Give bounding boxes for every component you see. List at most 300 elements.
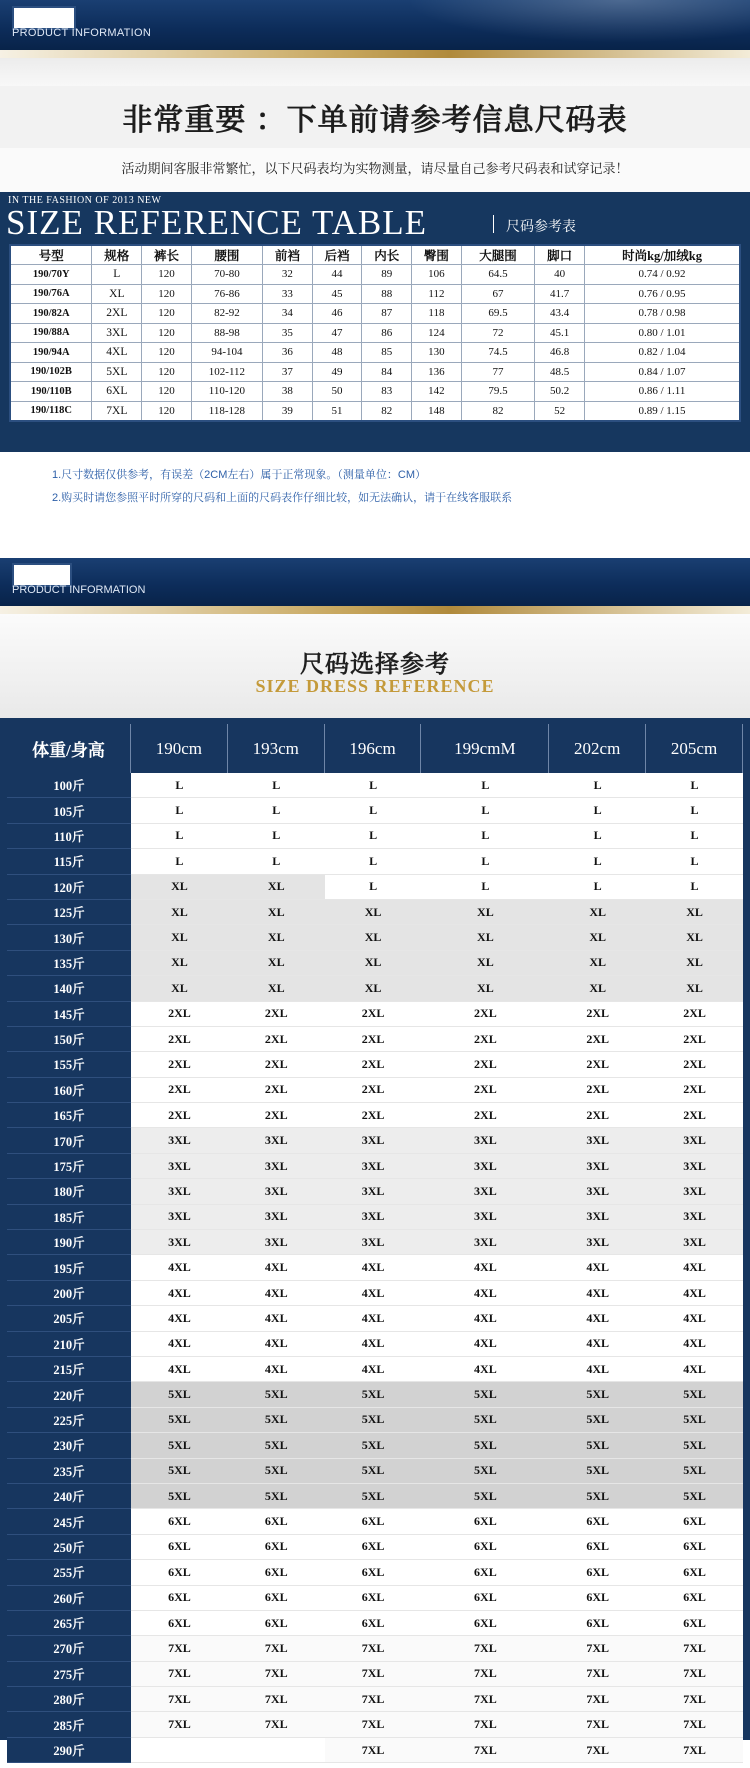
table-row (10, 382, 740, 402)
recommended-size-cell: 6XL (421, 1560, 549, 1585)
table-row (7, 1179, 743, 1204)
recommended-size-cell: XL (549, 900, 646, 925)
recommended-size-cell: 7XL (646, 1636, 743, 1661)
gold-divider (0, 50, 750, 58)
recommended-size-cell: 3XL (549, 1128, 646, 1153)
recommended-size-cell (228, 1738, 325, 1763)
weight-cell: 265斤 (7, 1611, 131, 1636)
weight-cell: 225斤 (7, 1408, 131, 1433)
recommended-size-cell: 6XL (421, 1535, 549, 1560)
gold-divider-2 (0, 606, 750, 614)
size-cell: 6XL (92, 382, 142, 402)
recommended-size-cell: 4XL (549, 1357, 646, 1382)
section2-banner (0, 558, 750, 606)
recommended-size-cell: 4XL (421, 1332, 549, 1357)
recommended-size-cell: 2XL (549, 1052, 646, 1077)
recommended-size-cell: XL (131, 951, 228, 976)
table-row (7, 1332, 743, 1357)
weight-cell: 155斤 (7, 1052, 131, 1077)
size-cell: 48.5 (535, 362, 585, 382)
size-cell: 48 (312, 343, 362, 363)
recommended-size-cell: XL (646, 925, 743, 950)
size-cell: 3XL (92, 323, 142, 343)
recommended-size-cell: 4XL (228, 1357, 325, 1382)
size-cell: 50 (312, 382, 362, 402)
recommended-size-cell: 5XL (549, 1484, 646, 1509)
size-cell: 110-120 (191, 382, 262, 402)
size-cell: 76-86 (191, 284, 262, 304)
weight-cell: 255斤 (7, 1560, 131, 1585)
recommended-size-cell: 2XL (228, 1052, 325, 1077)
table-row (7, 1611, 743, 1636)
size-cell: L (92, 265, 142, 285)
recommended-size-cell (131, 1738, 228, 1763)
size-table-header (0, 192, 750, 240)
table-row (10, 343, 740, 363)
recommended-size-cell: 6XL (131, 1535, 228, 1560)
recommended-size-cell: 7XL (131, 1687, 228, 1712)
recommended-size-cell: L (646, 849, 743, 874)
spacer (0, 58, 750, 86)
recommended-size-cell: 3XL (228, 1230, 325, 1255)
table-row (7, 1382, 743, 1407)
recommended-size-cell: XL (646, 900, 743, 925)
recommended-size-cell: XL (325, 976, 422, 1001)
table-row (7, 1586, 743, 1611)
height-header: 196cm (325, 724, 422, 773)
recommended-size-cell: 7XL (421, 1712, 549, 1737)
size-cell: 32 (263, 265, 313, 285)
recommended-size-cell: L (131, 824, 228, 849)
recommended-size-cell: 4XL (549, 1306, 646, 1331)
recommended-size-cell: L (325, 773, 422, 798)
size-cell: 94-104 (191, 343, 262, 363)
recommended-size-cell: XL (325, 925, 422, 950)
recommended-size-cell: 6XL (228, 1535, 325, 1560)
recommended-size-cell: 6XL (228, 1611, 325, 1636)
size-cell: 0.84 / 1.07 (585, 362, 740, 382)
recommended-size-cell: 4XL (646, 1332, 743, 1357)
recommended-size-cell: XL (646, 951, 743, 976)
recommended-size-cell: 6XL (131, 1586, 228, 1611)
recommended-size-cell: 4XL (131, 1281, 228, 1306)
recommended-size-cell: L (325, 798, 422, 823)
size-cell: 0.86 / 1.11 (585, 382, 740, 402)
table-row (7, 1484, 743, 1509)
recommended-size-cell: 4XL (131, 1357, 228, 1382)
recommended-size-cell: XL (549, 925, 646, 950)
size-col-header: 大腿围 (461, 245, 535, 265)
size-cell: 2XL (92, 304, 142, 324)
size-cell: 36 (263, 343, 313, 363)
size-cell: 120 (142, 401, 192, 421)
recommended-size-cell: XL (421, 976, 549, 1001)
recommended-size-cell: 6XL (549, 1586, 646, 1611)
recommended-size-cell: 5XL (646, 1459, 743, 1484)
recommended-size-cell: L (131, 849, 228, 874)
table-row (7, 1002, 743, 1027)
recommended-size-cell: 6XL (421, 1611, 549, 1636)
recommended-size-cell: 5XL (325, 1433, 422, 1458)
recommended-size-cell: 2XL (421, 1078, 549, 1103)
weight-cell: 240斤 (7, 1484, 131, 1509)
recommended-size-cell: 2XL (646, 1103, 743, 1128)
recommended-size-cell: 7XL (549, 1712, 646, 1737)
recommended-size-cell: 6XL (325, 1586, 422, 1611)
measurement-notes (0, 452, 750, 558)
recommended-size-cell: L (228, 773, 325, 798)
recommended-size-cell: 6XL (646, 1586, 743, 1611)
table-row (7, 1281, 743, 1306)
weight-cell: 105斤 (7, 798, 131, 823)
recommended-size-cell: XL (325, 951, 422, 976)
dress-reference-table (7, 724, 743, 1763)
recommended-size-cell: 5XL (228, 1459, 325, 1484)
recommended-size-cell: 7XL (325, 1712, 422, 1737)
recommended-size-cell: 3XL (228, 1179, 325, 1204)
size-cell: XL (92, 284, 142, 304)
recommended-size-cell: 7XL (325, 1662, 422, 1687)
size-cell: 87 (362, 304, 412, 324)
height-header: 205cm (646, 724, 743, 773)
recommended-size-cell: 3XL (421, 1154, 549, 1179)
recommended-size-cell: 2XL (646, 1002, 743, 1027)
recommended-size-cell: L (549, 798, 646, 823)
recommended-size-cell: 2XL (421, 1052, 549, 1077)
size-col-header: 裤长 (142, 245, 192, 265)
service-note: 活动期间客服非常繁忙，以下尺码表均为实物测量，请尽量自己参考尺码表和试穿记录！ (0, 148, 750, 192)
recommended-size-cell: L (549, 875, 646, 900)
size-cell: 51 (312, 401, 362, 421)
recommended-size-cell: 2XL (228, 1027, 325, 1052)
size-col-header: 规格 (92, 245, 142, 265)
size-cell: 67 (461, 284, 535, 304)
table-row (7, 1027, 743, 1052)
table-row (7, 1459, 743, 1484)
recommended-size-cell: 4XL (325, 1255, 422, 1280)
recommended-size-cell: L (646, 875, 743, 900)
size-cell: 52 (535, 401, 585, 421)
recommended-size-cell: 2XL (131, 1027, 228, 1052)
recommended-size-cell: 3XL (421, 1230, 549, 1255)
size-col-header: 臀围 (412, 245, 462, 265)
size-cell: 33 (263, 284, 313, 304)
recommended-size-cell: 5XL (549, 1382, 646, 1407)
recommended-size-cell: 3XL (131, 1230, 228, 1255)
recommended-size-cell: XL (131, 976, 228, 1001)
recommended-size-cell: XL (228, 875, 325, 900)
height-header: 190cm (131, 724, 228, 773)
weight-cell: 140斤 (7, 976, 131, 1001)
dress-heading-cn: 尺码选择参考 (300, 651, 450, 678)
recommended-size-cell: 5XL (421, 1459, 549, 1484)
size-cell: 118-128 (191, 401, 262, 421)
height-header: 193cm (228, 724, 325, 773)
weight-cell: 210斤 (7, 1332, 131, 1357)
size-reference-table (9, 244, 741, 422)
recommended-size-cell: XL (228, 951, 325, 976)
recommended-size-cell: 4XL (228, 1255, 325, 1280)
size-cell: 120 (142, 265, 192, 285)
recommended-size-cell: XL (131, 925, 228, 950)
fashion-tagline: IN THE FASHION OF 2013 NEW (8, 195, 162, 206)
size-cell: 120 (142, 323, 192, 343)
recommended-size-cell: 7XL (228, 1687, 325, 1712)
recommended-size-cell: 2XL (421, 1002, 549, 1027)
weight-cell: 165斤 (7, 1103, 131, 1128)
weight-cell: 290斤 (7, 1738, 131, 1763)
recommended-size-cell: 7XL (131, 1636, 228, 1661)
recommended-size-cell: 4XL (421, 1281, 549, 1306)
size-cell: 0.76 / 0.95 (585, 284, 740, 304)
weight-cell: 285斤 (7, 1712, 131, 1737)
table-row (7, 1154, 743, 1179)
size-table-title-cn: 尺码参考表 (506, 218, 576, 234)
recommended-size-cell: 3XL (549, 1205, 646, 1230)
size-code-cell: 190/110B (10, 382, 92, 402)
recommended-size-cell: 3XL (549, 1154, 646, 1179)
recommended-size-cell: L (325, 875, 422, 900)
weight-cell: 260斤 (7, 1586, 131, 1611)
size-code-cell: 190/94A (10, 343, 92, 363)
recommended-size-cell: 2XL (646, 1078, 743, 1103)
recommended-size-cell: 6XL (228, 1509, 325, 1534)
size-cell: 86 (362, 323, 412, 343)
recommended-size-cell: 7XL (228, 1662, 325, 1687)
weight-cell: 150斤 (7, 1027, 131, 1052)
recommended-size-cell: L (131, 798, 228, 823)
recommended-size-cell: 3XL (646, 1128, 743, 1153)
size-cell: 102-112 (191, 362, 262, 382)
size-col-header: 时尚kg/加绒kg (585, 245, 740, 265)
recommended-size-cell: 7XL (228, 1636, 325, 1661)
dress-table-frame (0, 718, 750, 1759)
table-row (7, 1052, 743, 1077)
weight-cell: 270斤 (7, 1636, 131, 1661)
table-row (7, 925, 743, 950)
size-table-title: SIZE REFERENCE TABLE (6, 203, 427, 240)
size-table-head (10, 245, 740, 265)
height-header: 199cmM (421, 724, 549, 773)
table-row (7, 849, 743, 874)
recommended-size-cell: L (131, 773, 228, 798)
recommended-size-cell: 2XL (131, 1002, 228, 1027)
recommended-size-cell: L (549, 773, 646, 798)
size-cell: 85 (362, 343, 412, 363)
weight-cell: 220斤 (7, 1382, 131, 1407)
size-code-cell: 190/88A (10, 323, 92, 343)
size-cell: 148 (412, 401, 462, 421)
recommended-size-cell: XL (131, 900, 228, 925)
dress-table-head (7, 724, 743, 773)
recommended-size-cell: 7XL (131, 1712, 228, 1737)
recommended-size-cell: 4XL (131, 1306, 228, 1331)
table-row (7, 1712, 743, 1737)
recommended-size-cell: 3XL (646, 1230, 743, 1255)
weight-cell: 175斤 (7, 1154, 131, 1179)
size-cell: 69.5 (461, 304, 535, 324)
size-cell: 0.89 / 1.15 (585, 401, 740, 421)
table-row (10, 284, 740, 304)
size-col-header: 后裆 (312, 245, 362, 265)
weight-cell: 130斤 (7, 925, 131, 950)
recommended-size-cell: 5XL (646, 1433, 743, 1458)
table-row (7, 1636, 743, 1661)
recommended-size-cell: 3XL (421, 1205, 549, 1230)
recommended-size-cell: 5XL (421, 1433, 549, 1458)
recommended-size-cell: 2XL (325, 1002, 422, 1027)
size-code-cell: 190/76A (10, 284, 92, 304)
table-row (7, 1103, 743, 1128)
size-cell: 50.2 (535, 382, 585, 402)
recommended-size-cell: 7XL (325, 1738, 422, 1763)
recommended-size-cell: 2XL (549, 1103, 646, 1128)
size-cell: 88-98 (191, 323, 262, 343)
recommended-size-cell: 7XL (421, 1662, 549, 1687)
recommended-size-cell: 6XL (325, 1560, 422, 1585)
recommended-size-cell: XL (131, 875, 228, 900)
table-row (7, 1128, 743, 1153)
size-cell: 49 (312, 362, 362, 382)
size-cell: 130 (412, 343, 462, 363)
table-row (7, 1535, 743, 1560)
size-cell: 77 (461, 362, 535, 382)
recommended-size-cell: 2XL (325, 1078, 422, 1103)
size-cell: 120 (142, 382, 192, 402)
size-cell: 45.1 (535, 323, 585, 343)
recommended-size-cell: 2XL (421, 1027, 549, 1052)
table-row (7, 900, 743, 925)
table-row (7, 824, 743, 849)
table-row (7, 798, 743, 823)
size-cell: 5XL (92, 362, 142, 382)
table-row (7, 1255, 743, 1280)
weight-cell: 215斤 (7, 1357, 131, 1382)
recommended-size-cell: 6XL (646, 1509, 743, 1534)
recommended-size-cell: XL (421, 951, 549, 976)
recommended-size-cell: L (646, 824, 743, 849)
size-cell: 0.80 / 1.01 (585, 323, 740, 343)
recommended-size-cell: L (325, 824, 422, 849)
recommended-size-cell: 5XL (131, 1382, 228, 1407)
size-cell: 120 (142, 362, 192, 382)
recommended-size-cell: 7XL (325, 1687, 422, 1712)
recommended-size-cell: 6XL (131, 1509, 228, 1534)
size-cell: 120 (142, 304, 192, 324)
size-cell: 82-92 (191, 304, 262, 324)
recommended-size-cell: 3XL (646, 1205, 743, 1230)
recommended-size-cell: 7XL (549, 1636, 646, 1661)
recommended-size-cell: 4XL (325, 1306, 422, 1331)
recommended-size-cell: 6XL (549, 1560, 646, 1585)
recommended-size-cell: 6XL (325, 1611, 422, 1636)
size-cell: 124 (412, 323, 462, 343)
weight-cell: 180斤 (7, 1179, 131, 1204)
recommended-size-cell: 6XL (325, 1535, 422, 1560)
recommended-size-cell: 4XL (646, 1281, 743, 1306)
title-divider (493, 215, 494, 233)
important-notice (0, 86, 750, 148)
weight-cell: 160斤 (7, 1078, 131, 1103)
recommended-size-cell: 3XL (421, 1179, 549, 1204)
recommended-size-cell: 7XL (325, 1636, 422, 1661)
recommended-size-cell: 6XL (549, 1611, 646, 1636)
recommended-size-cell: 7XL (228, 1712, 325, 1737)
recommended-size-cell: XL (325, 900, 422, 925)
dress-reference-heading (0, 614, 750, 718)
table-row (7, 1738, 743, 1763)
recommended-size-cell: 4XL (325, 1332, 422, 1357)
size-cell: 79.5 (461, 382, 535, 402)
size-cell: 118 (412, 304, 462, 324)
recommended-size-cell: 6XL (421, 1509, 549, 1534)
recommended-size-cell: 5XL (549, 1433, 646, 1458)
banner-shine (370, 0, 750, 50)
recommended-size-cell: 3XL (325, 1179, 422, 1204)
size-col-header: 前裆 (263, 245, 313, 265)
size-cell: 4XL (92, 343, 142, 363)
recommended-size-cell: L (228, 798, 325, 823)
recommended-size-cell: XL (421, 925, 549, 950)
recommended-size-cell: 5XL (228, 1484, 325, 1509)
weight-height-corner: 体重/身高 (7, 724, 131, 773)
recommended-size-cell: 6XL (646, 1535, 743, 1560)
recommended-size-cell: 5XL (325, 1408, 422, 1433)
recommended-size-cell: 3XL (228, 1154, 325, 1179)
section2-subtitle: PRODUCT INFORMATION (12, 584, 146, 596)
height-header: 202cm (549, 724, 646, 773)
table-row (10, 401, 740, 421)
recommended-size-cell: 4XL (549, 1255, 646, 1280)
recommended-size-cell: 4XL (549, 1281, 646, 1306)
weight-cell: 190斤 (7, 1230, 131, 1255)
recommended-size-cell: 6XL (131, 1560, 228, 1585)
table-row (7, 1230, 743, 1255)
recommended-size-cell: L (421, 824, 549, 849)
recommended-size-cell: 5XL (325, 1382, 422, 1407)
recommended-size-cell: 5XL (228, 1433, 325, 1458)
recommended-size-cell: 7XL (646, 1662, 743, 1687)
size-cell: 39 (263, 401, 313, 421)
recommended-size-cell: 3XL (131, 1128, 228, 1153)
recommended-size-cell: 3XL (325, 1230, 422, 1255)
size-cell: 83 (362, 382, 412, 402)
recommended-size-cell: 4XL (421, 1306, 549, 1331)
recommended-size-cell: 5XL (549, 1459, 646, 1484)
recommended-size-cell: 6XL (131, 1611, 228, 1636)
table-row (7, 1687, 743, 1712)
recommended-size-cell: 3XL (325, 1154, 422, 1179)
recommended-size-cell: 7XL (646, 1712, 743, 1737)
size-cell: 47 (312, 323, 362, 343)
recommended-size-cell: L (325, 849, 422, 874)
recommended-size-cell: 2XL (228, 1002, 325, 1027)
recommended-size-cell: 4XL (131, 1332, 228, 1357)
recommended-size-cell: 5XL (131, 1433, 228, 1458)
recommended-size-cell: 7XL (549, 1687, 646, 1712)
table-row (7, 1078, 743, 1103)
recommended-size-cell: 6XL (549, 1535, 646, 1560)
weight-cell: 235斤 (7, 1459, 131, 1484)
recommended-size-cell: 3XL (131, 1205, 228, 1230)
size-col-header: 号型 (10, 245, 92, 265)
table-row (7, 1433, 743, 1458)
recommended-size-cell: 2XL (228, 1078, 325, 1103)
table-row (10, 362, 740, 382)
size-cell: 136 (412, 362, 462, 382)
recommended-size-cell: L (228, 849, 325, 874)
table-row (7, 773, 743, 798)
